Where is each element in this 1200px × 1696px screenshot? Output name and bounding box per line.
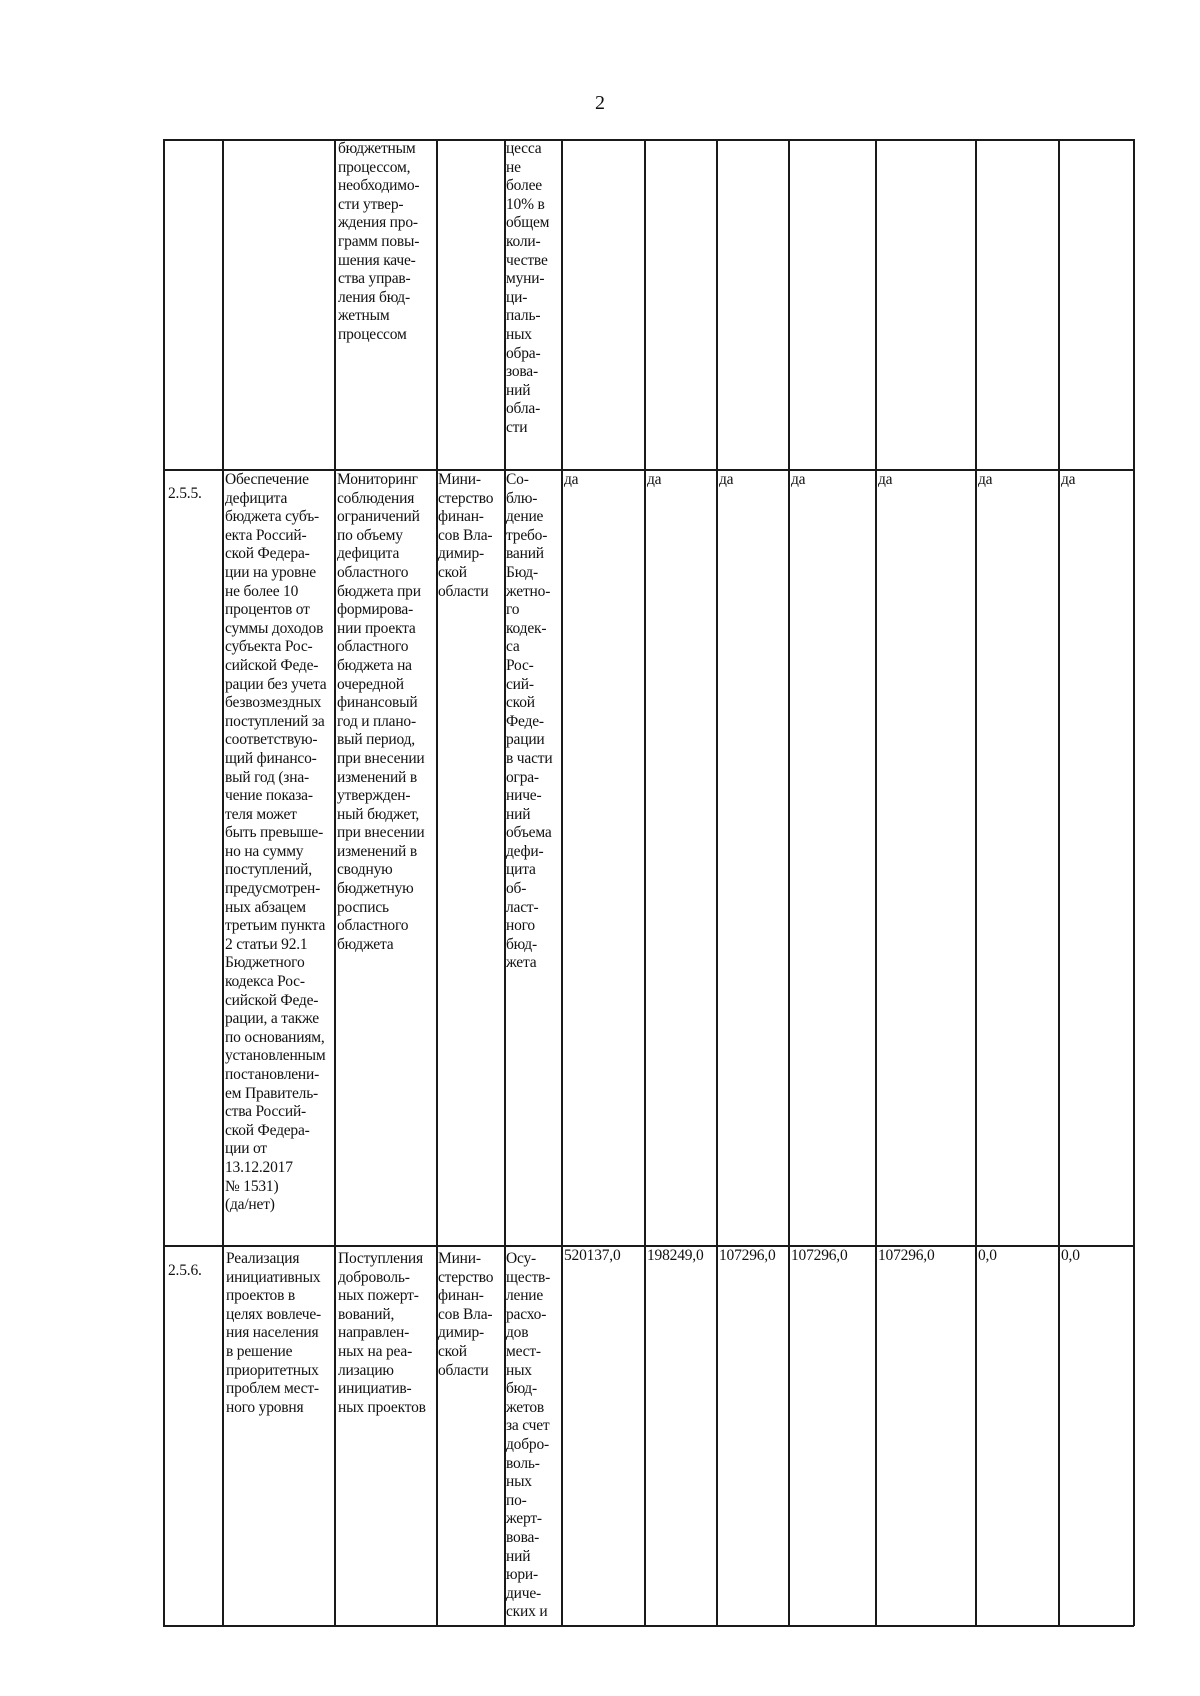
table-cell-responsible: Мини- стерство финан- сов Вла- димир- ской области <box>438 471 494 600</box>
table-cell-value: да <box>564 471 579 488</box>
table-cell-value: да <box>1061 471 1076 488</box>
table-cell-number: 2.5.6. <box>168 1262 202 1279</box>
table-cell-indicator: цесса не более 10% в общем коли- честве муни- ци- паль- ных обра- зова- ний обла- сти <box>506 140 550 436</box>
table-cell-task: Обеспечение дефицита бюджета субъ- екта Россий- ской Федера- ции на уровне не более 10 процентов от суммы доходов субъекта Рос- сийской Феде- рации без учета безвозмездных поступлений за соответствую- щий финансо- вый год (зна- чение показа- теля может быть превыше- но на сумму поступлений, предусмотрен- ных абзацем третьим пункта 2 статьи 92.1 Бюджетного кодекса Рос- сийской Феде- рации, а также по основаниям, установленным постановлени- ем Правитель- ства Россий- ской Федера- ции от 13.12.2017 № 1531) (да/нет) <box>225 471 327 1214</box>
table-cell-value: 0,0 <box>1061 1247 1080 1264</box>
table-rule <box>1133 139 1135 1626</box>
table-rule <box>163 139 165 1626</box>
table-rule <box>716 139 718 1626</box>
table-cell-value: 107296,0 <box>719 1247 776 1264</box>
table-rule <box>1058 139 1060 1626</box>
table-cell-value: 0,0 <box>978 1247 997 1264</box>
table-cell-responsible: Мини- стерство финан- сов Вла- димир- ской области <box>438 1250 494 1379</box>
table-cell-value: да <box>647 471 662 488</box>
table-rule <box>163 1625 1134 1627</box>
table-rule <box>975 139 977 1626</box>
table-rule <box>561 139 563 1626</box>
table-cell-value: да <box>878 471 893 488</box>
table-rule <box>788 139 790 1626</box>
table-cell-task: Реализация инициативных проектов в целях вовлече- ния населения в решение приоритетных проблем мест- ного уровня <box>226 1250 322 1416</box>
table-cell-value: 107296,0 <box>791 1247 848 1264</box>
table-cell-measure: Поступления доброволь- ных пожерт- вований, направлен- ных на реа- лизацию инициатив- ных проектов <box>338 1250 426 1416</box>
table-cell-value: 520137,0 <box>564 1247 621 1264</box>
table-rule <box>875 139 877 1626</box>
table-rule <box>644 139 646 1626</box>
table-rule <box>334 139 336 1626</box>
table-cell-indicator: Осу- ществ- ление расхо- дов мест- ных бюд- жетов за счет добро- воль- ных по- жерт- вова- ний юри- диче- ских и <box>506 1250 551 1621</box>
table-cell-value: да <box>791 471 806 488</box>
table-cell-measure: Мониторинг соблюдения ограничений по объему дефицита областного бюджета при формирова- нии проекта областного бюджета на очередной финансовый год и плано- вый период, при внесении изменений в утвержден- ный бюджет, при внесении изменений в сводную бюджетную роспись областного бюджета <box>337 471 425 953</box>
table-cell-number: 2.5.5. <box>168 485 202 502</box>
table-rule <box>163 139 1134 141</box>
table-rule <box>222 139 224 1626</box>
table-cell-value: да <box>978 471 993 488</box>
table-cell-value: да <box>719 471 734 488</box>
table-cell-measure: бюджетным процессом, необходимо- сти утвер- ждения про- грамм повы- шения каче- ства управ- ления бюд- жетным процессом <box>338 140 420 343</box>
page-number: 2 <box>595 92 605 114</box>
table-cell-value: 198249,0 <box>647 1247 704 1264</box>
table-rule <box>436 139 438 1626</box>
table-cell-value: 107296,0 <box>878 1247 935 1264</box>
table-cell-indicator: Со- блю- дение требо- ваний Бюд- жетно- го кодек- са Рос- сий- ской Феде- рации в части огра- ниче- ний объема дефи- цита об- ласт- ного бюд- жета <box>506 471 553 972</box>
